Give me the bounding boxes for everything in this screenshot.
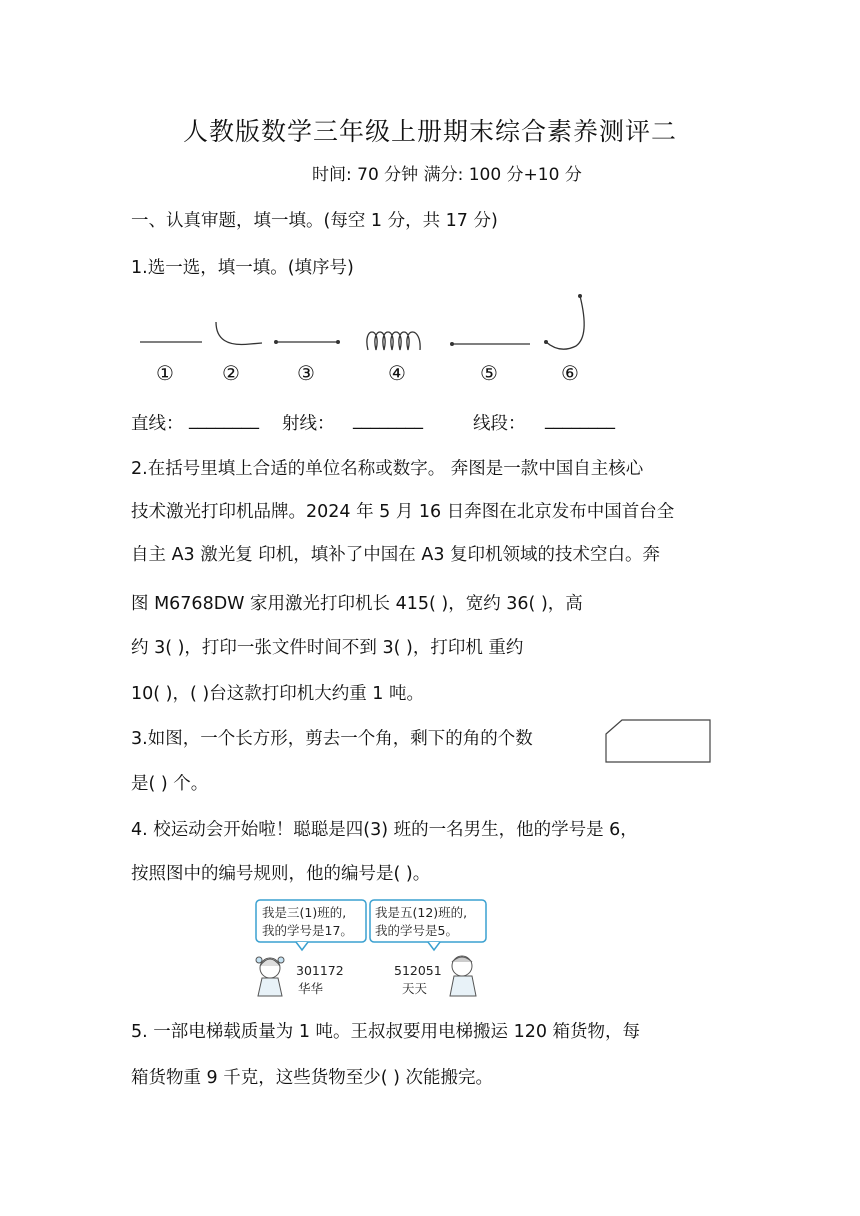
answer-ray-blank[interactable]: ________ [353, 410, 423, 430]
page-title: 人教版数学三年级上册期末综合素养测评二 [182, 117, 677, 146]
line-figures [130, 288, 610, 388]
question-5-line-1: 5. 一部电梯载质量为 1 吨。王叔叔要用电梯搬运 120 箱货物，每 [131, 1022, 641, 1042]
question-2-line-5: 约 3( )，打印一张文件时间不到 3( )，打印机 重约 [131, 638, 524, 658]
answer-line-label: 直线： [131, 414, 184, 434]
question-2-line-4: 图 M6768DW 家用激光打印机长 415( )，宽约 36( )，高 [131, 594, 583, 614]
question-2-line-3: 自主 A3 激光复 印机，填补了中国在 A3 复印机领域的技术空白。奔 [131, 545, 661, 565]
girl-icon [256, 957, 284, 996]
cut-rectangle-figure [604, 716, 714, 766]
label-5: ⑤ [480, 361, 498, 385]
question-3-line-2: 是( ) 个。 [131, 774, 209, 794]
answer-ray-label: 射线： [282, 414, 335, 434]
section-heading: 一、认真审题，填一填。(每空 1 分，共 17 分) [131, 211, 498, 231]
bubble-1-line-1: 我是三(1)班的, [262, 905, 347, 920]
label-1: ① [156, 361, 174, 385]
question-4-line-2: 按照图中的编号规则，他的编号是( )。 [131, 864, 431, 884]
student-illustration [250, 896, 495, 1006]
answer-segment-label: 线段： [473, 414, 526, 434]
label-3: ③ [297, 361, 315, 385]
label-6: ⑥ [561, 361, 579, 385]
question-2-line-1: 2.在括号里填上合适的单位名称或数字。 奔图是一款中国自主核心 [131, 459, 644, 479]
girl-name: 华华 [298, 981, 324, 996]
boy-name: 天天 [402, 981, 428, 996]
question-4-line-1: 4. 校运动会开始啦！聪聪是四(3) 班的一名男生，他的学号是 6， [131, 820, 638, 840]
boy-icon [450, 956, 476, 996]
bubble-1-line-2: 我的学号是17。 [262, 923, 353, 938]
page-subtitle: 时间: 70 分钟 满分: 100 分+10 分 [312, 165, 582, 185]
label-4: ④ [388, 361, 406, 385]
figure-curve [216, 322, 262, 345]
question-5-line-2: 箱货物重 9 千克，这些货物至少( ) 次能搬完。 [131, 1068, 494, 1088]
bubble-2-line-2: 我的学号是5。 [375, 923, 458, 938]
question-3-line-1: 3.如图，一个长方形，剪去一个角，剩下的角的个数 [131, 729, 533, 749]
girl-code: 301172 [296, 963, 344, 978]
figure-hook [546, 296, 584, 349]
bubble-2-line-1: 我是五(12)班的, [375, 905, 468, 920]
figure-spring [367, 332, 420, 350]
answer-line-blank[interactable]: ________ [189, 410, 259, 430]
question-2-line-6: 10( )，( )台这款打印机大约重 1 吨。 [131, 684, 424, 704]
question-2-line-2: 技术激光打印机品牌。2024 年 5 月 16 日奔图在北京发布中国首台全 [131, 502, 675, 522]
label-2: ② [222, 361, 240, 385]
boy-code: 512051 [394, 963, 442, 978]
answer-segment-blank[interactable]: ________ [545, 410, 615, 430]
question-1: 1.选一选，填一填。(填序号) [131, 258, 354, 278]
